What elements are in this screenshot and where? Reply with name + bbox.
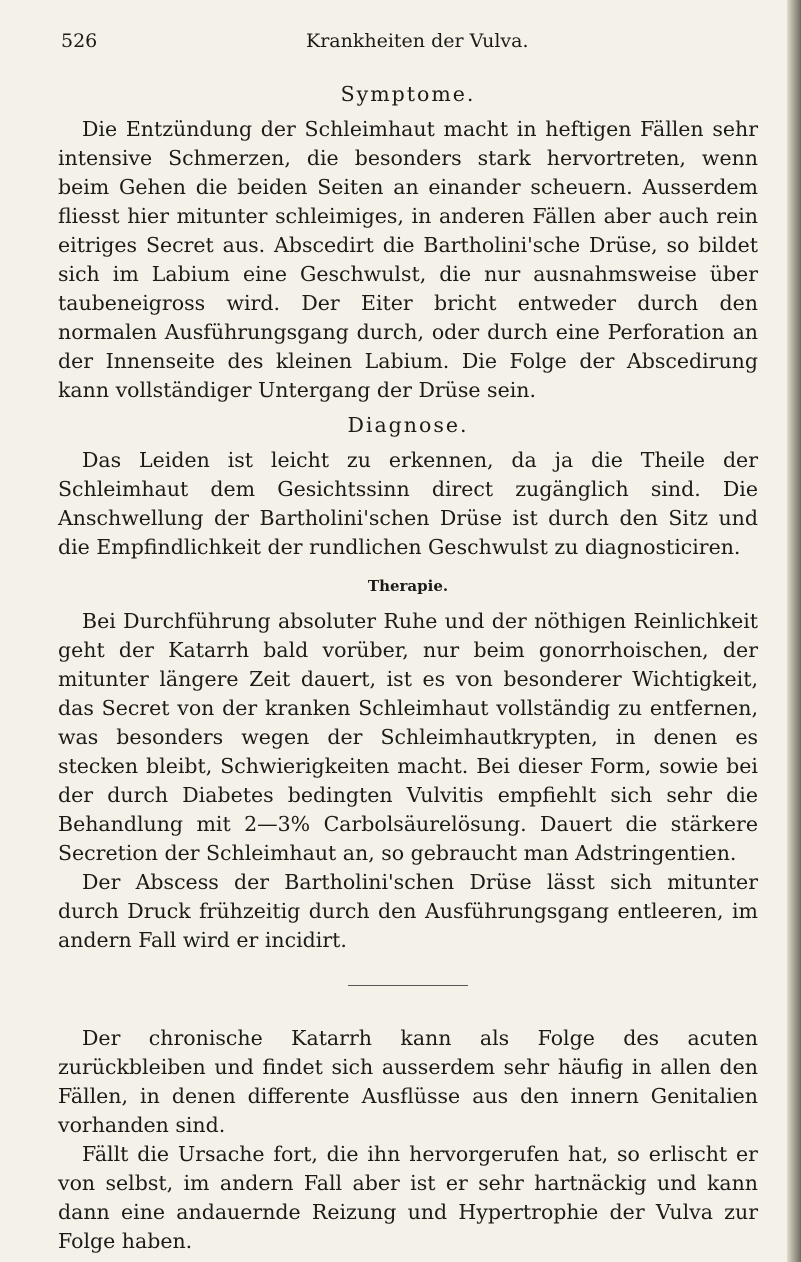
paragraph-chronisch-1: Der chronische Katarrh kann als Folge des acuten zurückbleiben und findet sich ausserdem sehr häufig in allen den Fällen, in denen differente Ausflüsse aus den innern Genitalien vorhanden sind. — [58, 1026, 758, 1137]
page-header — [58, 26, 764, 56]
paragraph-diagnose: Das Leiden ist leicht zu erkennen, da ja die Theile der Schleimhaut dem Gesichtssinn direct zugänglich sind. Die Anschwellung der Bartholini'schen Drüse ist durch den Sitz und die Empfindlichkeit der rundlichen Geschwulst zu diagnosticiren. — [58, 448, 758, 559]
paragraph-chronisch-2: Fällt die Ursache fort, die ihn hervorgerufen hat, so erlischt er von selbst, im andern Fall aber ist er sehr hartnäckig und kann dann eine andauernde Reizung und Hypertrophie der Vulva zur Folge haben. — [58, 1142, 758, 1253]
section-divider — [348, 985, 468, 986]
book-page — [58, 0, 764, 1262]
section-heading-therapie: Therapie. — [367, 577, 449, 595]
running-head: Krankheiten der Vulva. — [306, 30, 529, 52]
page-body — [58, 80, 758, 1256]
page-edge-shadow — [787, 0, 801, 1262]
paragraph-therapie-2: Der Abscess der Bartholini'schen Drüse lässt sich mitunter durch Druck frühzeitig durch den Ausführungsgang entleeren, im andern Fall wird er incidirt. — [58, 870, 758, 952]
section-heading-symptome: Symptome. — [340, 82, 476, 106]
paragraph-therapie-1: Bei Durchführung absoluter Ruhe und der nöthigen Reinlichkeit geht der Katarrh bald vorüber, nur beim gonorrhoischen, der mitunter längere Zeit dauert, ist es von besonderer Wichtigkeit, das Secret von der kranken Schleimhaut vollständig zu entfernen, was besonders wegen der Schleimhautkrypten, in denen es stecken bleibt, Schwierigkeiten macht. Bei dieser Form, sowie bei der durch Diabetes bedingten Vulvitis empfiehlt sich sehr die Behandlung mit 2—3% Carbolsäurelösung. Dauert die stärkere Secretion der Schleimhaut an, so gebraucht man Adstringentien. — [58, 609, 758, 865]
section-heading-diagnose: Diagnose. — [347, 413, 469, 437]
paragraph-symptome: Die Entzündung der Schleimhaut macht in heftigen Fällen sehr intensive Schmerzen, die besonders stark hervortreten, wenn beim Gehen die beiden Seiten an einander scheuern. Ausserdem fliesst hier mitunter schleimiges, in anderen Fällen aber auch rein eitriges Secret aus. Abscedirt die Bartholini'sche Drüse, so bildet sich im Labium eine Geschwulst, die nur ausnahmsweise über taubeneigross wird. Der Eiter bricht entweder durch den normalen Ausführungsgang durch, oder durch eine Perforation an der Innenseite des kleinen Labium. Die Folge der Abscedirung kann vollständiger Untergang der Drüse sein. — [58, 117, 758, 402]
page-number: 526 — [61, 30, 98, 52]
